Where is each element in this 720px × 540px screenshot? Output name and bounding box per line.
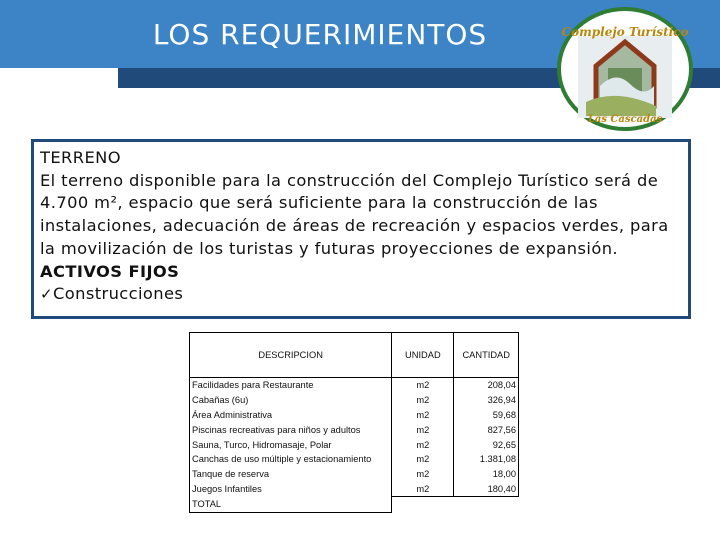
col-header-unidad: UNIDAD bbox=[392, 333, 454, 378]
requirements-table bbox=[189, 332, 519, 513]
bullet-label: Construcciones bbox=[52, 284, 184, 304]
terreno-heading: TERRENO bbox=[40, 148, 121, 167]
row-unit: m2 bbox=[392, 437, 454, 452]
row-desc: Tanque de reserva bbox=[190, 467, 392, 482]
row-qty: 59,68 bbox=[454, 408, 519, 423]
table-row bbox=[190, 467, 519, 482]
row-qty: 18,00 bbox=[454, 467, 519, 482]
table-row bbox=[190, 408, 519, 423]
table-total-row bbox=[190, 497, 519, 512]
col-header-cantidad: CANTIDAD bbox=[454, 333, 519, 378]
row-qty: 326,94 bbox=[454, 393, 519, 408]
row-unit: m2 bbox=[392, 452, 454, 467]
logo-lettering-top: Complejo Turístico bbox=[561, 25, 689, 39]
row-desc: Sauna, Turco, Hidromasaje, Polar bbox=[190, 437, 392, 452]
row-qty: 92,65 bbox=[454, 437, 519, 452]
col-header-descripcion: DESCRIPCION bbox=[190, 333, 392, 378]
header-white-block bbox=[0, 68, 118, 88]
table-row bbox=[190, 393, 519, 408]
table-row bbox=[190, 437, 519, 452]
terreno-paragraph: El terreno disponible para la construcción del Complejo Turístico será de 4.700 m², espacio que será suficiente para la construcción de las instalaciones, adecuación de áreas de recreación y espacios verdes, para la movilización de los turistas y futuras proyecciones de expansión. bbox=[40, 170, 669, 258]
row-desc: Área Administrativa bbox=[190, 408, 392, 423]
complejo-logo bbox=[556, 6, 694, 132]
row-unit: m2 bbox=[392, 378, 454, 393]
row-unit: m2 bbox=[392, 408, 454, 423]
table-row bbox=[190, 482, 519, 497]
row-unit: m2 bbox=[392, 482, 454, 497]
row-qty: 827,56 bbox=[454, 422, 519, 437]
row-unit: m2 bbox=[392, 467, 454, 482]
row-unit: m2 bbox=[392, 422, 454, 437]
row-desc: Facilidades para Restaurante bbox=[190, 378, 392, 393]
row-desc: Cabañas (6u) bbox=[190, 393, 392, 408]
bullet-construcciones bbox=[40, 283, 682, 306]
check-icon: ✓ bbox=[40, 285, 53, 304]
content-textbox bbox=[31, 139, 691, 319]
logo-lettering-bottom: Las Cascadas bbox=[587, 114, 663, 125]
total-label: TOTAL bbox=[190, 497, 392, 512]
table-row bbox=[190, 422, 519, 437]
row-desc: Juegos Infantiles bbox=[190, 482, 392, 497]
activos-fijos-heading: ACTIVOS FIJOS bbox=[40, 261, 180, 281]
slide-title: LOS REQUERIMIENTOS bbox=[152, 18, 488, 51]
table-row bbox=[190, 378, 519, 393]
row-desc: Piscinas recreativas para niños y adultos bbox=[190, 422, 392, 437]
table-header-row bbox=[190, 333, 519, 378]
row-desc: Canchas de uso múltiple y estacionamiento bbox=[190, 452, 392, 467]
row-qty: 180,40 bbox=[454, 482, 519, 497]
row-qty: 1.381,08 bbox=[454, 452, 519, 467]
row-unit: m2 bbox=[392, 393, 454, 408]
table-row bbox=[190, 452, 519, 467]
row-qty: 208,04 bbox=[454, 378, 519, 393]
